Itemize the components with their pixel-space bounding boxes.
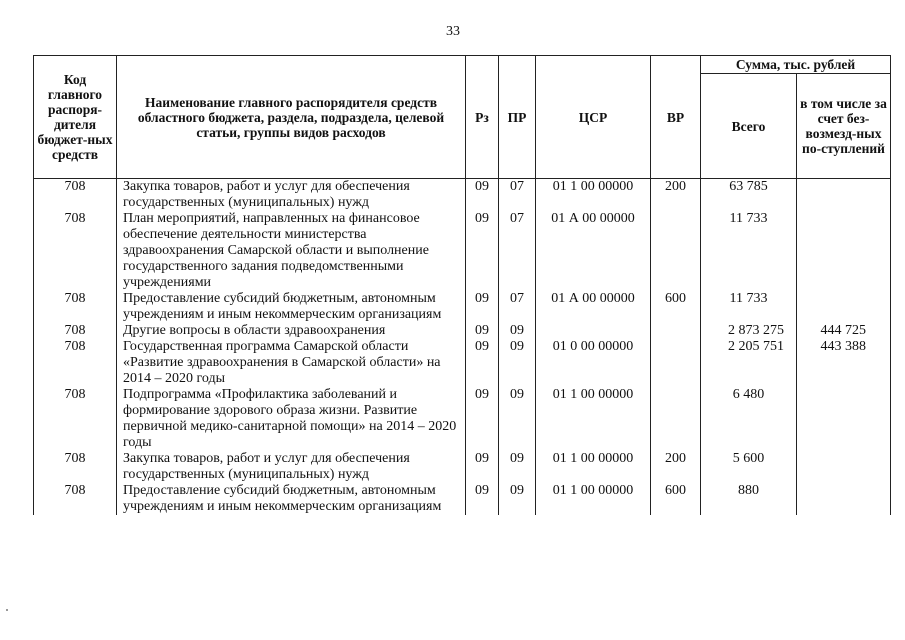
row-vr: 600 xyxy=(651,483,701,515)
row-code: 708 xyxy=(34,339,117,387)
row-code: 708 xyxy=(34,179,117,212)
row-csr: 01 1 00 00000 xyxy=(536,483,651,515)
header-sum-group: Сумма, тыс. рублей xyxy=(701,56,891,74)
row-vr xyxy=(651,323,701,339)
row-total: 880 xyxy=(701,483,797,515)
row-vr xyxy=(651,387,701,451)
header-pr: ПР xyxy=(499,56,536,179)
row-vr: 200 xyxy=(651,451,701,483)
row-pr: 09 xyxy=(499,387,536,451)
row-rz: 09 xyxy=(466,211,499,291)
row-vr: 200 xyxy=(651,179,701,212)
table-row xyxy=(34,211,891,291)
table-row xyxy=(34,339,891,387)
row-code: 708 xyxy=(34,387,117,451)
row-including xyxy=(797,179,891,212)
row-name: План мероприятий, направленных на финансовое обеспечение деятельности министерства здравоохранения Самарской области и выполнение государственного задания подведомственными учреждениями xyxy=(117,211,466,291)
row-rz: 09 xyxy=(466,323,499,339)
row-name: Другие вопросы в области здравоохранения xyxy=(117,323,466,339)
row-code: 708 xyxy=(34,323,117,339)
row-csr xyxy=(536,323,651,339)
row-total: 11 733 xyxy=(701,291,797,323)
row-pr: 07 xyxy=(499,211,536,291)
budget-table xyxy=(33,55,891,515)
row-name: Закупка товаров, работ и услуг для обеспечения государственных (муниципальных) нужд xyxy=(117,451,466,483)
row-total: 6 480 xyxy=(701,387,797,451)
row-total: 63 785 xyxy=(701,179,797,212)
row-rz: 09 xyxy=(466,451,499,483)
row-pr: 09 xyxy=(499,483,536,515)
row-including xyxy=(797,483,891,515)
header-name: Наименование главного распорядителя средств областного бюджета, раздела, подраздела, целевой статьи, группы видов расходов xyxy=(117,56,466,179)
table-body xyxy=(34,179,891,516)
header-rz: Рз xyxy=(466,56,499,179)
table-row xyxy=(34,179,891,212)
row-total: 5 600 xyxy=(701,451,797,483)
table-row xyxy=(34,387,891,451)
row-csr: 01 1 00 00000 xyxy=(536,451,651,483)
row-including: 443 388 xyxy=(797,339,891,387)
row-name: Предоставление субсидий бюджетным, автономным учреждениям и иным некоммерческим организациям xyxy=(117,291,466,323)
row-total: 2 873 275 xyxy=(701,323,797,339)
row-pr: 07 xyxy=(499,291,536,323)
row-rz: 09 xyxy=(466,179,499,212)
row-total: 2 205 751 xyxy=(701,339,797,387)
row-including xyxy=(797,211,891,291)
row-pr: 09 xyxy=(499,323,536,339)
table-row xyxy=(34,451,891,483)
row-csr: 01 А 00 00000 xyxy=(536,291,651,323)
header-csr: ЦСР xyxy=(536,56,651,179)
row-vr xyxy=(651,211,701,291)
table-row xyxy=(34,291,891,323)
row-csr: 01 А 00 00000 xyxy=(536,211,651,291)
table-header xyxy=(34,56,891,179)
row-name: Предоставление субсидий бюджетным, автономным учреждениям и иным некоммерческим организациям xyxy=(117,483,466,515)
header-vr: ВР xyxy=(651,56,701,179)
header-including: в том числе за счет без-возмезд-ных по-ступлений xyxy=(797,74,891,179)
row-rz: 09 xyxy=(466,387,499,451)
row-rz: 09 xyxy=(466,291,499,323)
page-number: 33 xyxy=(446,24,460,39)
row-including xyxy=(797,291,891,323)
row-including xyxy=(797,451,891,483)
row-name: Государственная программа Самарской области «Развитие здравоохранения в Самарской области» на 2014 – 2020 годы xyxy=(117,339,466,387)
table-row xyxy=(34,323,891,339)
row-including xyxy=(797,387,891,451)
row-vr xyxy=(651,339,701,387)
row-code: 708 xyxy=(34,291,117,323)
row-code: 708 xyxy=(34,211,117,291)
row-csr: 01 0 00 00000 xyxy=(536,339,651,387)
row-code: 708 xyxy=(34,451,117,483)
row-vr: 600 xyxy=(651,291,701,323)
row-including: 444 725 xyxy=(797,323,891,339)
row-csr: 01 1 00 00000 xyxy=(536,179,651,212)
row-name: Подпрограмма «Профилактика заболеваний и формирование здорового образа жизни. Развитие первичной медико-санитарной помощи» на 2014 – 2020 годы xyxy=(117,387,466,451)
table-row xyxy=(34,483,891,515)
header-code: Код главного распоря-дителя бюджет-ных средств xyxy=(34,56,117,179)
row-pr: 07 xyxy=(499,179,536,212)
header-total: Всего xyxy=(701,74,797,179)
row-code: 708 xyxy=(34,483,117,515)
row-name: Закупка товаров, работ и услуг для обеспечения государственных (муниципальных) нужд xyxy=(117,179,466,212)
row-pr: 09 xyxy=(499,339,536,387)
row-rz: 09 xyxy=(466,483,499,515)
row-pr: 09 xyxy=(499,451,536,483)
scan-speck xyxy=(6,609,8,611)
row-rz: 09 xyxy=(466,339,499,387)
row-csr: 01 1 00 00000 xyxy=(536,387,651,451)
row-total: 11 733 xyxy=(701,211,797,291)
